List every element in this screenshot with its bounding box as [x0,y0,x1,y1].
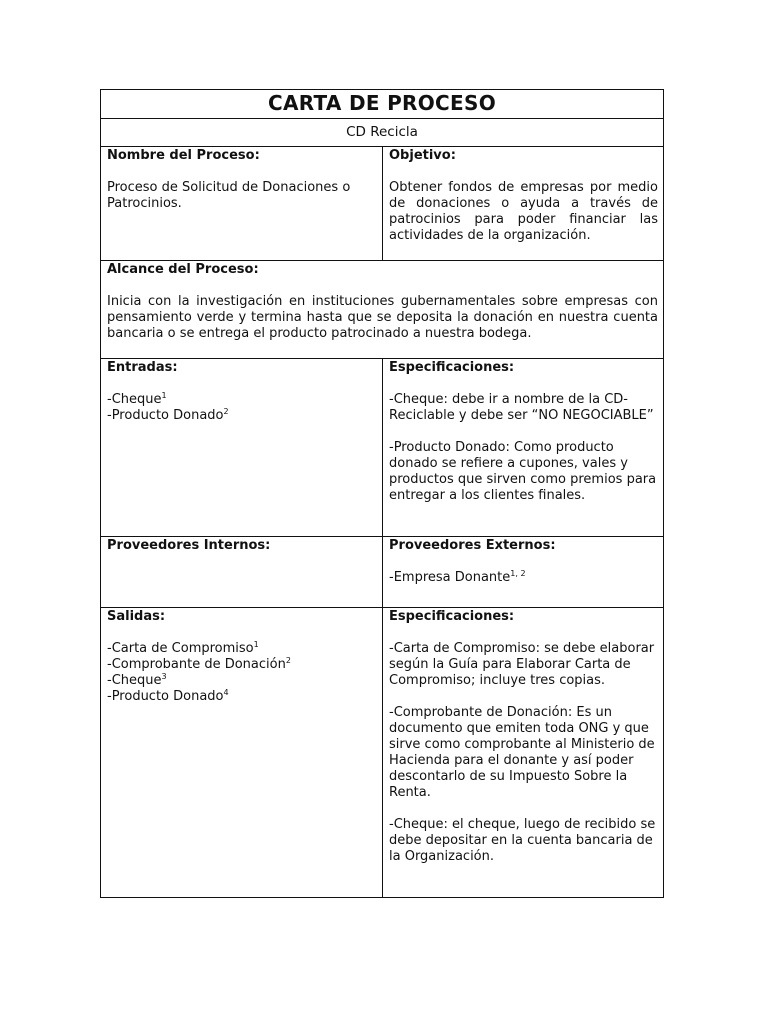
document-title: CARTA DE PROCESO [101,90,663,119]
list-item: -Empresa Donante$^{1, 2}$ [389,569,526,585]
spec-paragraph: -Comprobante de Donación: Es un documento que emiten toda ONG y que sirve como comprobante al Ministerio de Hacienda para el donante y así poder descontarlo de su Impuesto Sobre la Renta. [389,705,655,800]
cell-entradas [101,359,383,536]
nombre-heading: Nombre del Proceso: [107,148,260,163]
list-item: -Cheque$^3$ [107,672,167,688]
especificaciones-heading: Especificaciones: [389,360,515,375]
cell-proveedores-externos [383,537,663,607]
proveedores-internos-heading: Proveedores Internos: [107,538,271,553]
spec-paragraph: -Producto Donado: Como producto donado se refiere a cupones, vales y productos que sirven como premios para entregar a los clientes finales. [389,440,657,503]
cell-especificaciones-entradas [383,359,663,536]
nombre-text: Proceso de Solicitud de Donaciones o Patrocinios. [107,180,351,211]
cell-especificaciones-salidas [383,608,663,897]
list-item: -Comprobante de Donación$^2$ [107,656,291,672]
proveedores-externos-heading: Proveedores Externos: [389,538,556,553]
entradas-heading: Entradas: [107,360,178,375]
cell-nombre-proceso [101,147,383,260]
cell-objetivo [383,147,663,260]
proveedores-externos-list [389,570,658,586]
row-alcance [101,261,663,359]
alcance-text: Inicia con la investigación en instituciones gubernamentales sobre empresas con pensamiento verde y termina hasta que se deposita la donación en nuestra cuenta bancaria o se entrega el producto patrocinado a nuestra bodega. [107,294,658,341]
objetivo-heading: Objetivo: [389,148,456,163]
list-item: -Producto Donado$^2$ [107,407,229,423]
row-entradas [101,359,663,537]
salidas-list [107,641,377,705]
spec-paragraph: -Carta de Compromiso: se debe elaborar según la Guía para Elaborar Carta de Compromiso; incluye tres copias. [389,641,655,688]
row-proveedores [101,537,663,608]
list-item: -Carta de Compromiso$^1$ [107,640,259,656]
row-nombre-objetivo [101,147,663,261]
cell-proveedores-internos [101,537,383,607]
objetivo-text: Obtener fondos de empresas por medio de donaciones o ayuda a través de patrocinios para poder financiar las actividades de la organización. [389,180,658,243]
spec-paragraph: -Cheque: debe ir a nombre de la CD-Reciclable y debe ser “NO NEGOCIABLE” [389,392,654,423]
entradas-list [107,392,377,424]
salidas-heading: Salidas: [107,609,166,624]
list-item: -Cheque$^1$ [107,391,167,407]
alcance-heading: Alcance del Proceso: [107,262,259,277]
list-item: -Producto Donado$^4$ [107,688,229,704]
especificaciones-heading: Especificaciones: [389,609,515,624]
row-salidas [101,608,663,897]
cell-salidas [101,608,383,897]
organization-name: CD Recicla [101,119,663,147]
process-chart [100,89,664,898]
cell-alcance [101,261,663,358]
spec-paragraph: -Cheque: el cheque, luego de recibido se debe depositar en la cuenta bancaria de la Organización. [389,817,656,864]
